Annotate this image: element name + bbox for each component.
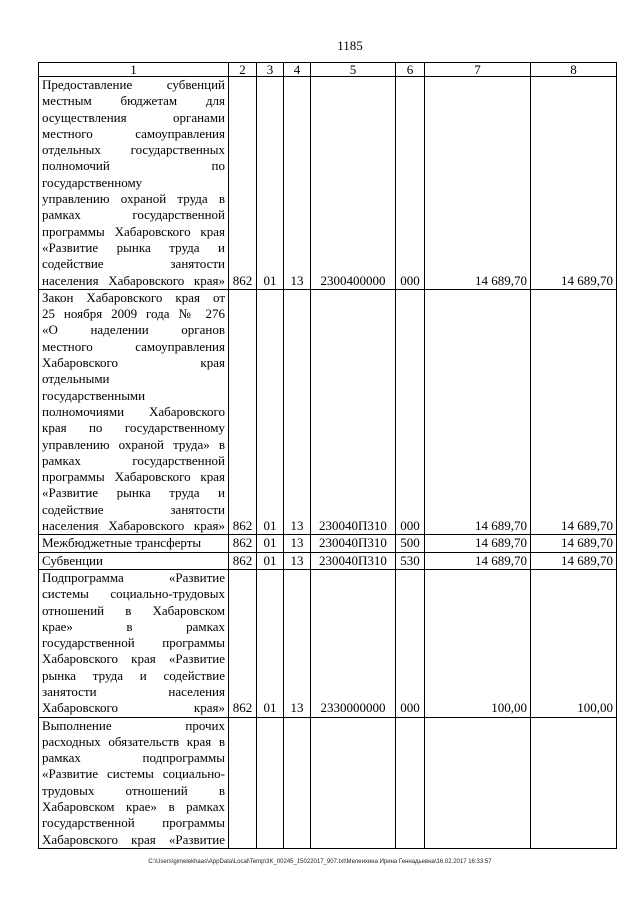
amount-cell: [425, 717, 531, 848]
row-name-line: отношений в Хабаровском: [42, 602, 225, 618]
header-col-4: 4: [284, 63, 311, 77]
row-name-line: занятости населения: [42, 683, 225, 699]
subprogram-row: [39, 569, 617, 717]
row-name-line: Хабаровского края «Развитие: [42, 651, 225, 667]
subsection-code-cell: 13: [284, 77, 311, 290]
row-name-line: Хабаровского края «Развитие: [42, 831, 225, 847]
amount-cell-2: 14 689,70: [531, 289, 617, 534]
section-code-cell: 01: [257, 535, 284, 552]
other-expenses-row: [39, 717, 617, 848]
row-name-line: отдельных государственных: [42, 142, 225, 158]
row-name-cell: [39, 535, 229, 552]
row-name-line: расходных обязательств края в: [42, 733, 225, 749]
page-number: 1185: [337, 38, 363, 53]
row-name-line: содействие занятости: [42, 256, 225, 272]
row-name-line: «Развитие рынка труда и: [42, 239, 225, 255]
header-col-5: 5: [311, 63, 396, 77]
section-code-cell: 01: [257, 552, 284, 569]
row-name-line: рынка труда и содействие: [42, 667, 225, 683]
subsidy-row: [39, 77, 617, 290]
target-article-cell: 230040П310: [311, 552, 396, 569]
target-article-cell: 2300400000: [311, 77, 396, 290]
section-code-cell: 01: [257, 569, 284, 717]
amount-cell-2: 14 689,70: [531, 535, 617, 552]
row-name-line: Предоставление субвенций: [42, 77, 225, 92]
expense-type-cell: 500: [396, 535, 425, 552]
row-name-line: содействие занятости: [42, 501, 225, 517]
row-name-line: государственной программы: [42, 815, 225, 831]
budget-table: [38, 62, 617, 849]
row-name-line: государственному: [42, 174, 143, 190]
row-name-line: «Развитие системы социально-: [42, 766, 225, 782]
subsection-code-cell: 13: [284, 535, 311, 552]
amount-cell: 14 689,70: [425, 77, 531, 290]
amount-cell: 14 689,70: [425, 535, 531, 552]
target-article-cell: 2330000000: [311, 569, 396, 717]
header-col-1: 1: [39, 63, 229, 77]
row-name-line: населения Хабаровского края»: [42, 272, 225, 288]
target-article-cell: 230040П310: [311, 535, 396, 552]
row-name-line: полномочиями Хабаровского: [42, 403, 225, 419]
expense-type-cell: 530: [396, 552, 425, 569]
row-name-line: края по государственному: [42, 420, 225, 436]
header-col-8: 8: [531, 63, 617, 77]
row-name-line: местного самоуправления: [42, 125, 225, 141]
row-name-line: управлению охраной труда» в: [42, 436, 225, 452]
glava-code-cell: 862: [229, 552, 257, 569]
row-name-line: рамках государственной: [42, 207, 225, 223]
subsection-code-cell: [284, 717, 311, 848]
subsection-code-cell: 13: [284, 569, 311, 717]
expense-type-cell: 000: [396, 77, 425, 290]
row-name-line: Субвенции: [42, 552, 103, 568]
row-name-line: местным бюджетам для: [42, 93, 225, 109]
row-name-line: государственной программы: [42, 635, 225, 651]
row-name-line: Подпрограмма «Развитие: [42, 569, 225, 585]
glava-code-cell: 862: [229, 535, 257, 552]
row-name-cell: [39, 552, 229, 569]
section-code-cell: 01: [257, 289, 284, 534]
transfers-row: [39, 535, 617, 552]
row-name-cell: [39, 77, 229, 290]
row-name-cell: [39, 289, 229, 534]
target-article-cell: 230040П310: [311, 289, 396, 534]
row-name-cell: [39, 569, 229, 717]
footer-file-path: C:\Users\gimelekhaas\AppData\Local\Temp\3K_00245_15022017_907.txt\Меленхина Ирина Геннадьевна\16.02.2017 16:33:57: [148, 859, 492, 865]
law-row: [39, 289, 617, 534]
row-name-line: Закон Хабаровского края от: [42, 289, 225, 305]
row-name-line: рамках государственной: [42, 452, 225, 468]
table-body: [39, 77, 617, 849]
amount-cell-2: [531, 717, 617, 848]
row-name-line: Хабаровского края: [42, 355, 225, 371]
row-name-line: крае» в рамках: [42, 618, 225, 634]
section-code-cell: 01: [257, 77, 284, 290]
target-article-cell: [311, 717, 396, 848]
row-name-line: Хабаровском крае» в рамках: [42, 799, 225, 815]
header-col-2: 2: [229, 63, 257, 77]
row-name-line: государственными: [42, 387, 146, 403]
amount-cell: 14 689,70: [425, 289, 531, 534]
amount-cell-2: 100,00: [531, 569, 617, 717]
header-col-3: 3: [257, 63, 284, 77]
row-name-line: отдельными: [42, 371, 110, 387]
row-name-line: трудовых отношений в: [42, 782, 225, 798]
row-name-line: программы Хабаровского края: [42, 469, 225, 485]
glava-code-cell: 862: [229, 289, 257, 534]
expense-type-cell: [396, 717, 425, 848]
row-name-line: «О наделении органов: [42, 322, 225, 338]
row-name-line: местного самоуправления: [42, 338, 225, 354]
subventions-row: [39, 552, 617, 569]
row-name-cell: [39, 717, 229, 848]
row-name-line: системы социально-трудовых: [42, 586, 225, 602]
header-col-7: 7: [425, 63, 531, 77]
amount-cell-2: 14 689,70: [531, 552, 617, 569]
section-code-cell: [257, 717, 284, 848]
amount-cell-2: 14 689,70: [531, 77, 617, 290]
glava-code-cell: [229, 717, 257, 848]
row-name-line: управлению охраной труда в: [42, 191, 225, 207]
subsection-code-cell: 13: [284, 552, 311, 569]
amount-cell: 14 689,70: [425, 552, 531, 569]
expense-type-cell: 000: [396, 569, 425, 717]
row-name-line: Межбюджетные трансферты: [42, 535, 202, 551]
row-name-line: Хабаровского края»: [42, 700, 225, 716]
table-header-row: [39, 63, 617, 77]
glava-code-cell: 862: [229, 77, 257, 290]
glava-code-cell: 862: [229, 569, 257, 717]
row-name-line: Выполнение прочих: [42, 717, 225, 733]
row-name-line: населения Хабаровского края»: [42, 518, 225, 534]
expense-type-cell: 000: [396, 289, 425, 534]
subsection-code-cell: 13: [284, 289, 311, 534]
header-col-6: 6: [396, 63, 425, 77]
row-name-line: программы Хабаровского края: [42, 223, 225, 239]
amount-cell: 100,00: [425, 569, 531, 717]
row-name-line: 25 ноября 2009 года № 276: [42, 306, 225, 322]
row-name-line: «Развитие рынка труда и: [42, 485, 225, 501]
row-name-line: полномочий по: [42, 158, 225, 174]
row-name-line: рамках подпрограммы: [42, 750, 225, 766]
row-name-line: осуществления органами: [42, 109, 225, 125]
